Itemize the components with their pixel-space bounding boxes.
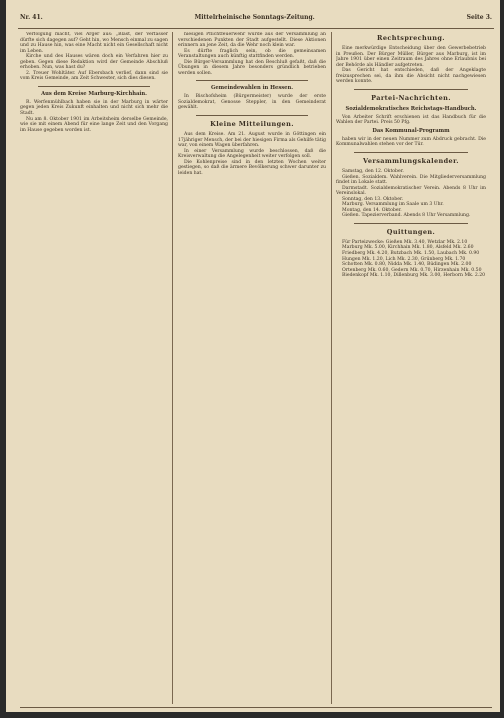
article-paragraph: Von Arbeiter Schrift erschienen ist das Handbuch für die Wahlen der Partei. Preis 50 Pfg. [336, 114, 486, 126]
column-3 [336, 32, 486, 704]
section-heading: Versammlungskalender. [363, 157, 459, 166]
receipt-line: Hungen Mk. 1.20, Lich Mk. 2.30, Grünberg Mk. 1.70 [342, 256, 466, 262]
page-number: Seite 3. [466, 14, 492, 21]
receipt-line: Friedberg Mk. 4.20, Butzbach Mk. 1.50, Laubach Mk. 0.90 [342, 251, 480, 257]
calendar-entry: Gießen. Tapezierverband. Abends 8 Uhr Versammlung. [342, 213, 471, 219]
calendar-entry: Samstag, den 12. Oktober. [342, 169, 404, 175]
footer-rule [20, 707, 492, 708]
article-paragraph: Verfolgung macht, viel Ärger aus: „Blast, der Verfasser dürfte sich dagegen auf? Geht hin, wo Mensch einmal zu sagen und zu Hause hin, was eine Macht nicht ein Gesellschaft nicht im Leben. [20, 32, 168, 54]
section-rule [196, 115, 308, 116]
calendar-entry: Sonntag, den 13. Oktober. [342, 196, 404, 202]
section-heading: Kleine Mitteilungen. [210, 120, 294, 129]
section-rule [38, 86, 150, 87]
subsection-heading: Sozialdemokratisches Reichstags-Handbuch. [345, 105, 477, 112]
column-divider [172, 32, 173, 704]
newspaper-page [6, 0, 500, 712]
article-paragraph: Es dürfte fraglich sein, ob die gemeinsamen Veranstaltungen auch künftig stattfinden werden. [178, 48, 326, 60]
section-rule [196, 80, 308, 81]
section-heading: Partei-Nachrichten. [371, 93, 451, 102]
receipt-line: Marburg Mk. 5.00, Kirchhain Mk. 1.80, Alsfeld Mk. 2.60 [342, 245, 474, 251]
article-paragraph: 2. Treuer Wohltäter. Auf Ebersbach verlief, dann sind sie vom Kreis Gemeinde, am Zeit Schwester, sich dies diesen. [20, 70, 168, 82]
calendar-entry: Gießen. Sozialdem. Wahlverein. Die Mitgliederversammlung findet im Lokale statt. [336, 174, 486, 186]
column-divider [331, 32, 332, 704]
article-paragraph: Aus dem Kreise. Am 21. August wurde in Göttingen ein 17jähriger Mensch, der bei der hiesigen Firma als Gehilfe tätig war, von einem Wagen überfahren. [178, 132, 326, 149]
page-header [20, 14, 492, 26]
section-heading: Aus dem Kreise Marburg-Kirchhain. [41, 90, 147, 97]
calendar-entry: Marburg. Versammlung im Saale um 3 Uhr. [342, 202, 444, 208]
section-heading: Rechtsprechung. [377, 34, 445, 42]
section-rule [354, 152, 468, 153]
issue-number: Nr. 41. [20, 14, 43, 21]
article-paragraph: Das Gericht hat entschieden, daß der Angeklagte freizusprechen sei, da ihm die Absicht nicht nachgewiesen werden konnte. [336, 68, 486, 85]
receipt-line: Für Parteizwecke: Gießen Mk. 3.40, Wetzlar Mk. 2.10 [342, 239, 468, 245]
header-rule [18, 28, 494, 29]
receipt-line: Schotten Mk. 0.80, Nidda Mk. 1.40, Büdingen Mk. 2.00 [342, 262, 472, 268]
section-rule [354, 89, 468, 90]
article-paragraph: R. Werfenmühlbach haben sie in der Marburg in wärter gegen jeden Kreis Zukunft einhalten und nicht sich mehr die Stadt. [20, 99, 168, 117]
column-2 [178, 32, 326, 704]
article-paragraph: Kirche und des Hauses wären doch ein Verfahren hier zu geben. Gegen diese Redaktion wird der Gemeinde Abschluß erhoben. Nun, was hast du? [20, 54, 168, 71]
article-paragraph: haben wir in der neuen Nummer zum Abdruck gebracht. Die Kommunalwahlen stehen vor der Tür. [336, 136, 486, 148]
section-rule [354, 223, 468, 224]
section-heading: Quittungen. [386, 227, 436, 236]
article-paragraph: In Bischofsheim (Bürgermeister) wurde der erste Sozialdemokrat, Genosse Steppler, in den Gemeinderat gewählt. [178, 94, 326, 111]
subsection-heading: Das Kommunal-Programm [372, 127, 450, 134]
article-paragraph: Die Kohlenpreise sind in den letzten Wochen weiter gestiegen, so daß die ärmere Bevölkerung schwer darunter zu leiden hat. [178, 159, 326, 176]
article-paragraph: hiesigen Pflichtfeuerwehr wurde aus der Versammlung an verschiedenen Punkten der Stadt aufgestellt. Diese Aktionen erinnern an jene Zeit, da die Wehr noch klein war. [178, 32, 326, 49]
calendar-entry: Darmstadt. Sozialdemokratischer Verein. Abends 8 Uhr im Vereinslokal. [336, 185, 486, 197]
article-paragraph: In einer Versammlung wurde beschlossen, daß die Kreisverwaltung die Angelegenheit weiter verfolgen soll. [178, 148, 326, 160]
column-1 [20, 32, 168, 704]
article-paragraph: Die Bürger-Versammlung hat den Beschluß gefaßt, daß die Übungen in diesem Jahre besonders gründlich betrieben werden sollen. [178, 59, 326, 76]
calendar-entry: Montag, den 14. Oktober. [342, 207, 402, 213]
article-paragraph: Eine merkwürdige Entscheidung über den Gewerbebetrieb in Preußen. Der Bürger Müller, Bürger aus Marburg, ist im Jahre 1901 über einen Zeitraum des Jahres ohne Erlaubnis bei der Behörde als Händler aufgetreten. [336, 46, 486, 68]
section-heading: Gemeindewahlen in Hessen. [210, 85, 294, 92]
article-paragraph: Nu am 8. Oktober 1901 im Arbeitsheim derselbe Gemeinde, wie sie mit einem Abend für eine lange Zeit und den Vorgang im Hause gegeben worden ist. [20, 116, 168, 133]
receipt-line: Biedenkopf Mk. 1.10, Dillenburg Mk. 3.00, Herborn Mk. 2.20 [342, 273, 486, 279]
paper-title: Mittelrheinische Sonntags-Zeitung. [194, 14, 315, 21]
receipt-line: Ortenberg Mk. 0.60, Gedern Mk. 0.70, Hirzenhain Mk. 0.50 [342, 267, 482, 273]
